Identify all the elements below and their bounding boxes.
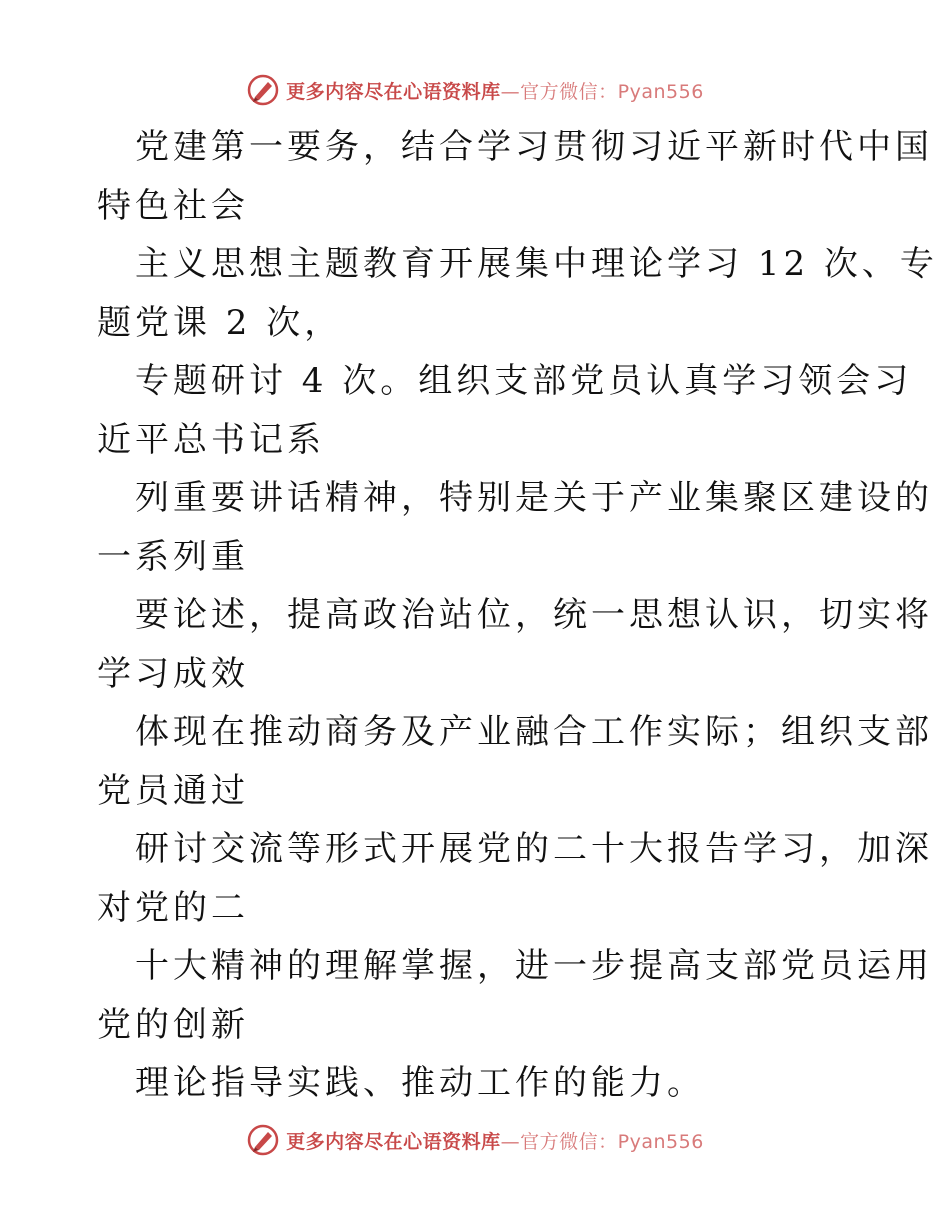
text-line: 特色社会 [97,185,249,226]
text-line: 列重要讲话精神，特别是关于产业集聚区建设的 [135,478,933,518]
header-banner-text [286,77,704,104]
header-banner-tail: —官方微信：Pyan556 [500,80,704,103]
footer-banner [0,1120,950,1160]
text-line: 对党的二 [97,887,249,928]
header-banner-lead: 更多内容尽在心语资料库 [286,80,501,103]
footer-banner-text [286,1127,704,1154]
text-line: 学习成效 [97,653,249,694]
text-line: 理论指导实践、推动工作的能力。 [135,1063,705,1103]
text-line: 党员通过 [97,770,249,811]
text-line: 十大精神的理解掌握，进一步提高支部党员运用 [135,946,933,986]
document-body [97,118,938,1113]
text-line: 党的创新 [97,1004,249,1045]
text-line: 近平总书记系 [97,419,325,460]
footer-banner-tail: —官方微信：Pyan556 [500,1130,704,1153]
text-line: 体现在推动商务及产业融合工作实际；组织支部 [135,712,933,752]
pen-logo-icon [246,73,280,107]
text-line: 一系列重 [97,536,249,577]
text-line: 研讨交流等形式开展党的二十大报告学习，加深 [135,829,933,869]
text-line: 主义思想主题教育开展集中理论学习 12 次、专 [135,244,938,284]
text-line: 党建第一要务，结合学习贯彻习近平新时代中国 [135,127,933,167]
header-banner [0,70,950,110]
pen-logo-icon [246,1123,280,1157]
text-line: 要论述，提高政治站位，统一思想认识，切实将 [135,595,933,635]
footer-banner-lead: 更多内容尽在心语资料库 [286,1130,501,1153]
text-line: 专题研讨 4 次。组织支部党员认真学习领会习 [135,361,913,401]
text-line: 题党课 2 次， [97,302,343,343]
